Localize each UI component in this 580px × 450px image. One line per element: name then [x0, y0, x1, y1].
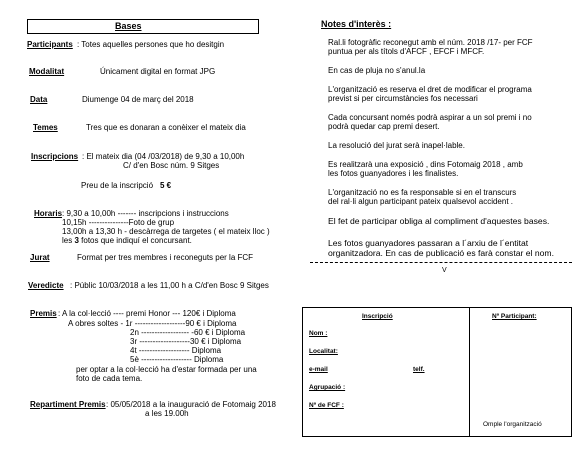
notes-title: Notes d'interès :	[321, 19, 392, 29]
repartiment-line2: a les 19.00h	[145, 409, 189, 418]
premis-label: Premis	[30, 309, 57, 318]
jurat-label: Jurat	[30, 253, 50, 262]
form-telf[interactable]: telf.	[413, 366, 425, 373]
preu-label: Preu de la inscripció	[81, 181, 154, 190]
form-localitat[interactable]: Localitat:	[309, 348, 338, 355]
note-archive-b: organitzadora. En cas de publicació es farà constar el nom.	[328, 248, 554, 258]
premis-line4: 3r -------------------30 € i Diploma	[130, 337, 242, 346]
note-1a: Ral.li fotogràfic reconegut amb el núm. 2018 /17- per FCF	[328, 38, 533, 47]
premis-line1: : A la col·lecció ---- premi Honor --- 120€ i Diploma	[58, 309, 236, 318]
horaris-line4	[62, 236, 192, 246]
form-title: Inscripció	[362, 313, 393, 320]
data-label: Data	[30, 95, 48, 104]
premis-line7: per optar a la col·lecció ha d'estar formada per una	[76, 365, 257, 374]
form-nom[interactable]: Nom :	[309, 330, 328, 337]
bases-title-box	[27, 19, 259, 34]
participants-label: Participants	[27, 40, 73, 49]
note-7b: del ral·li algun participant pateix qualsevol accident .	[328, 197, 513, 206]
cut-arrow: V	[442, 267, 447, 274]
bases-title: Bases	[115, 21, 142, 31]
modalitat-label: Modalitat	[29, 67, 65, 76]
note-6a: Es realitzarà una exposició , dins Fotomaig 2018 , amb	[328, 160, 523, 169]
organitzacio-note: Omple l'organització	[483, 421, 542, 428]
horaris-line1: : 9,30 a 10,00h ------- inscripcions i instruccions	[62, 209, 229, 218]
registration-form	[302, 307, 572, 437]
participants-text: : Totes aquelles persones que ho desitgin	[77, 40, 225, 49]
horaris-line4-num: 3	[74, 236, 79, 245]
data-text: Diumenge 04 de març del 2018	[82, 95, 194, 104]
note-obligation: El fet de participar obliga al compliment d'aquestes bases.	[328, 216, 550, 226]
veredicte-text: : Públic 10/03/2018 a les 11,00 h a C/d'en Bosc 9 Sitges	[70, 281, 269, 290]
note-3a: L'organització es reserva el dret de modificar el programa	[328, 85, 532, 94]
form-fcf[interactable]: Nº de FCF :	[309, 402, 344, 409]
note-4b: podrà quedar cap premi desert.	[328, 122, 440, 131]
jurat-text: Format per tres membres i reconeguts per la FCF	[77, 253, 254, 262]
premis-line5: 4t ------------------- Diploma	[130, 346, 222, 355]
premis-line8: foto de cada tema.	[76, 374, 143, 383]
premis-line3: 2n ------------------ -60 € i Diploma	[130, 328, 246, 337]
veredicte-label: Veredicte	[28, 281, 64, 290]
note-5: La resolució del jurat serà inapel·lable.	[328, 141, 465, 150]
horaris-line2: 10,15h ---------------Foto de grup	[62, 218, 175, 227]
note-2: En cas de pluja no s'anul.la	[328, 66, 426, 75]
modalitat-text: Únicament digital en format JPG	[100, 67, 216, 76]
premis-line2: A obres soltes - 1r -------------------90 € i Diploma	[68, 319, 237, 328]
repartiment-line1: : 05/05/2018 a la inauguració de Fotomaig 2018	[106, 400, 276, 409]
inscripcions-line1: : El mateix dia (04 /03/2018) de 9,30 a 10,00h	[82, 152, 245, 161]
note-7a: L'organització no es fa responsable si en el transcurs	[328, 188, 517, 197]
horaris-label: Horaris	[34, 209, 63, 218]
repartiment-label: Repartiment Premis	[30, 400, 106, 409]
form-agrupacio[interactable]: Agrupació :	[309, 384, 346, 391]
form-divider	[469, 307, 470, 437]
participant-number-title: Nº Participant:	[492, 313, 537, 320]
horaris-line3: 13,00h a 13,30 h - descàrrega de targetes ( el mateix lloc )	[62, 227, 270, 236]
temes-label: Temes	[33, 123, 58, 132]
note-1b: puntua per als títols d'AFCF , EFCF i MFCF.	[328, 47, 485, 56]
note-6b: les fotos guanyadores i les finalistes.	[328, 169, 459, 178]
temes-text: Tres que es donaran a conèixer el mateix dia	[86, 123, 246, 132]
preu-value: 5 €	[160, 181, 172, 190]
cut-line	[310, 262, 572, 263]
inscripcions-label: Inscripcions	[31, 152, 79, 161]
note-4a: Cada concursant només podrà aspirar a un sol premi i no	[328, 113, 532, 122]
note-3b: previst si per circumstàncies fos necessari	[328, 94, 478, 103]
inscripcions-line2: C/ d'en Bosc núm. 9 Sitges	[123, 161, 220, 170]
form-email[interactable]: e-mail	[309, 366, 328, 373]
premis-line6: 5è ------------------- Diploma	[130, 355, 224, 364]
horaris-line4-pre: les	[62, 236, 73, 245]
horaris-line4-post: fotos que indiquí el concursant.	[81, 236, 192, 245]
note-archive-a: Les fotos guanyadores passaran a l´arxiu de l´entitat	[328, 238, 529, 248]
